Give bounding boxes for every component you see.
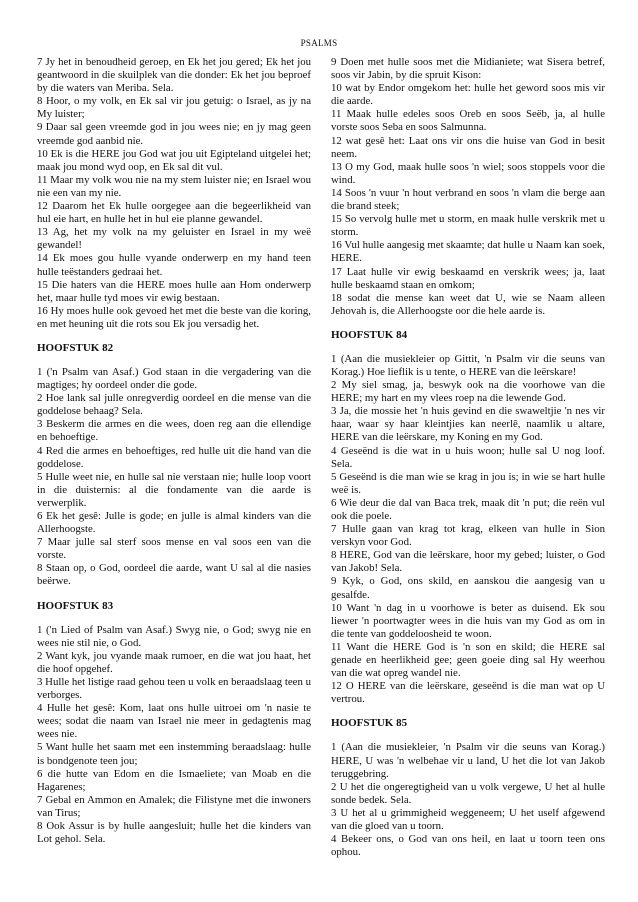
verse: 11 Maak hulle edeles soos Oreb en soos Seëb, ja, al hulle vorste soos Seba en soos Salmunna. xyxy=(331,108,605,134)
verse: 8 Hoor, o my volk, en Ek sal vir jou getuig: o Israel, as jy na My luister; xyxy=(37,95,311,121)
verse: 7 Hulle gaan van krag tot krag, elkeen van hulle in Sion verskyn voor God. xyxy=(331,523,605,549)
verse: 11 Want die HERE God is 'n son en skild; die HERE sal genade en heerlikheid gee; geen goeie ding sal Hy weerhou van die wat opreg wandel nie. xyxy=(331,640,605,680)
verse: 7 Maar julle sal sterf soos mense en val soos een van die vorste. xyxy=(37,536,311,562)
verse: 10 Want 'n dag in u voorhowe is beter as duisend. Ek sou liewer 'n poortwagter wees in die huis van my God as om in die tente van goddeloosheid te woon. xyxy=(331,601,605,640)
verse: 3 U het al u grimmigheid weggeneem; U het uself afgewend van die gloed van u toorn. xyxy=(331,806,605,832)
page-header: PSALMS xyxy=(300,38,338,48)
verse: 6 Ek het gesê: Julle is gode; en julle is almal kinders van die Allerhoogste. xyxy=(37,510,311,536)
verse: 15 Die haters van die HERE moes hulle aan Hom onderwerp het, maar hulle tyd moes vir ewig bestaan. xyxy=(37,278,311,304)
verse: 13 Ag, het my volk na my geluister en Israel in my weë gewandel! xyxy=(37,226,311,252)
verse: 7 Jy het in benoudheid geroep, en Ek het jou gered; Ek het jou geantwoord in die skuilplek van die donder: Ek het jou beproef by die waters van Meriba. Sela. xyxy=(37,56,311,95)
verse: 12 O HERE van die leërskare, geseënd is die man wat op U vertrou. xyxy=(331,680,605,706)
verse: 18 sodat die mense kan weet dat U, wie se Naam alleen Jehovah is, die Allerhoogste oor die hele aarde is. xyxy=(331,291,605,317)
verse: 16 Hy moes hulle ook gevoed het met die beste van die koring, en met heuning uit die rots sou Ek jou versadig het. xyxy=(37,304,311,330)
verse: 4 Geseënd is die wat in u huis woon; hulle sal U nog loof. Sela. xyxy=(331,444,605,470)
verse: 1 (Aan die musiekleier op Gittit, 'n Psalm vir die seuns van Korag.) Hoe lieflik is u tente, o HERE van die leërskare! xyxy=(331,352,605,378)
verse: 13 O my God, maak hulle soos 'n wiel; soos stoppels voor die wind. xyxy=(331,160,605,186)
verse: 2 U het die ongeregtigheid van u volk vergewe, U het al hulle sonde bedek. Sela. xyxy=(331,780,605,806)
right-column xyxy=(331,56,605,859)
verse: 14 Soos 'n vuur 'n hout verbrand en soos 'n vlam die berge aan die brand steek; xyxy=(331,186,605,213)
verse: 11 Maar my volk wou nie na my stem luister nie; en Israel wou nie een van my nie. xyxy=(37,173,311,199)
chapter-heading-84: HOOFSTUK 84 xyxy=(331,328,408,341)
verse: 15 So vervolg hulle met u storm, en maak hulle verskrik met u storm. xyxy=(331,213,605,239)
verse: 10 wat by Endor omgekom het: hulle het geword soos mis vir die aarde. xyxy=(331,82,605,108)
verse: 1 ('n Lied of Psalm van Asaf.) Swyg nie, o God; swyg nie en wees nie stil nie, o God. xyxy=(37,623,311,649)
verse: 4 Red die armes en behoeftiges, red hulle uit die hand van die goddelose. xyxy=(37,444,311,470)
verse: 10 Ek is die HERE jou God wat jou uit Egipteland uitgelei het; maak jou mond wyd oop, en Ek sal dit vul. xyxy=(37,147,311,173)
verse: 8 Staan op, o God, oordeel die aarde, want U sal al die nasies beërwe. xyxy=(37,562,311,588)
verse: 4 Bekeer ons, o God van ons heil, en laat u toorn teen ons ophou. xyxy=(331,833,605,859)
verse: 3 Hulle het listige raad gehou teen u volk en beraadslaag teen u verborges. xyxy=(37,675,311,702)
verse: 7 Gebal en Ammon en Amalek; die Filistyne met die inwoners van Tirus; xyxy=(37,793,311,819)
verse: 2 Hoe lank sal julle onregverdig oordeel en die mense van die goddelose behaag? Sela. xyxy=(37,392,311,418)
verse: 12 wat gesê het: Laat ons vir ons die huise van God in besit neem. xyxy=(331,134,605,160)
verse: 8 Ook Assur is by hulle aangesluit; hulle het die kinders van Lot gehol. Sela. xyxy=(37,819,311,846)
verse: 3 Ja, die mossie het 'n huis gevind en die swaweltjie 'n nes vir haar, waar sy haar kleintjies kan neerlê, naamlik u altare, HERE van die leërskare, my Koning en my God. xyxy=(331,405,605,444)
verse: 5 Hulle weet nie, en hulle sal nie verstaan nie; hulle loop voort in die duisternis: al die fondamente van die aarde is verwerplik. xyxy=(37,470,311,509)
verse: 5 Geseënd is die man wie se krag in jou is; in wie se hart hulle weë is. xyxy=(331,470,605,496)
verse: 4 Hulle het gesê: Kom, laat ons hulle uitroei om 'n nasie te wees; sodat die naam van Israel nie meer in gedagtenis mag wees nie. xyxy=(37,702,311,741)
verse: 2 My siel smag, ja, beswyk ook na die voorhowe van die HERE; my hart en my vlees roep na die lewende God. xyxy=(331,379,605,405)
chapter-heading-82: HOOFSTUK 82 xyxy=(37,341,114,354)
verse: 6 Wie deur die dal van Baca trek, maak dit 'n put; die reën vul ook die poele. xyxy=(331,496,605,522)
verse: 1 (Aan die musiekleier, 'n Psalm vir die seuns van Korag.) HERE, U was 'n welbehae vir u land, U het die lot van Jakob teruggebring. xyxy=(331,741,605,780)
verse: 2 Want kyk, jou vyande maak rumoer, en die wat jou haat, het die hoof opgehef. xyxy=(37,649,311,675)
verse: 12 Daarom het Ek hulle oorgegee aan die begeerlikheid van hul eie hart, en hulle het in hul eie planne gewandel. xyxy=(37,200,311,226)
chapter-heading-85: HOOFSTUK 85 xyxy=(331,717,408,730)
verse: 9 Doen met hulle soos met die Midianiete; wat Sisera betref, soos vir Jabin, by die spruit Kison: xyxy=(331,56,605,82)
verse: 5 Want hulle het saam met een instemming beraadslaag: hulle is bondgenote teen jou; xyxy=(37,741,311,767)
verse: 17 Laat hulle vir ewig beskaamd en verskrik wees; ja, laat hulle beskaamd staan en omkom; xyxy=(331,265,605,291)
left-column xyxy=(37,56,311,846)
verse: 16 Vul hulle aangesig met skaamte; dat hulle u Naam kan soek, HERE. xyxy=(331,239,605,265)
verse: 9 Daar sal geen vreemde god in jou wees nie; en jy mag geen vreemde god aanbid nie. xyxy=(37,121,311,147)
verse: 9 Kyk, o God, ons skild, en aanskou die aangesig van u gesalfde. xyxy=(331,575,605,601)
verse: 14 Ek moes gou hulle vyande onderwerp en my hand teen hulle teëstanders gedraai het. xyxy=(37,252,311,278)
verse: 1 ('n Psalm van Asaf.) God staan in die vergadering van die magtiges; hy oordeel onder die gode. xyxy=(37,365,311,392)
verse: 6 die hutte van Edom en die Ismaeliete; van Moab en die Hagarenes; xyxy=(37,767,311,793)
verse: 3 Beskerm die armes en die wees, doen reg aan die ellendige en behoeftige. xyxy=(37,418,311,444)
verse: 8 HERE, God van die leërskare, hoor my gebed; luister, o God van Jakob! Sela. xyxy=(331,549,605,575)
chapter-heading-83: HOOFSTUK 83 xyxy=(37,599,114,612)
